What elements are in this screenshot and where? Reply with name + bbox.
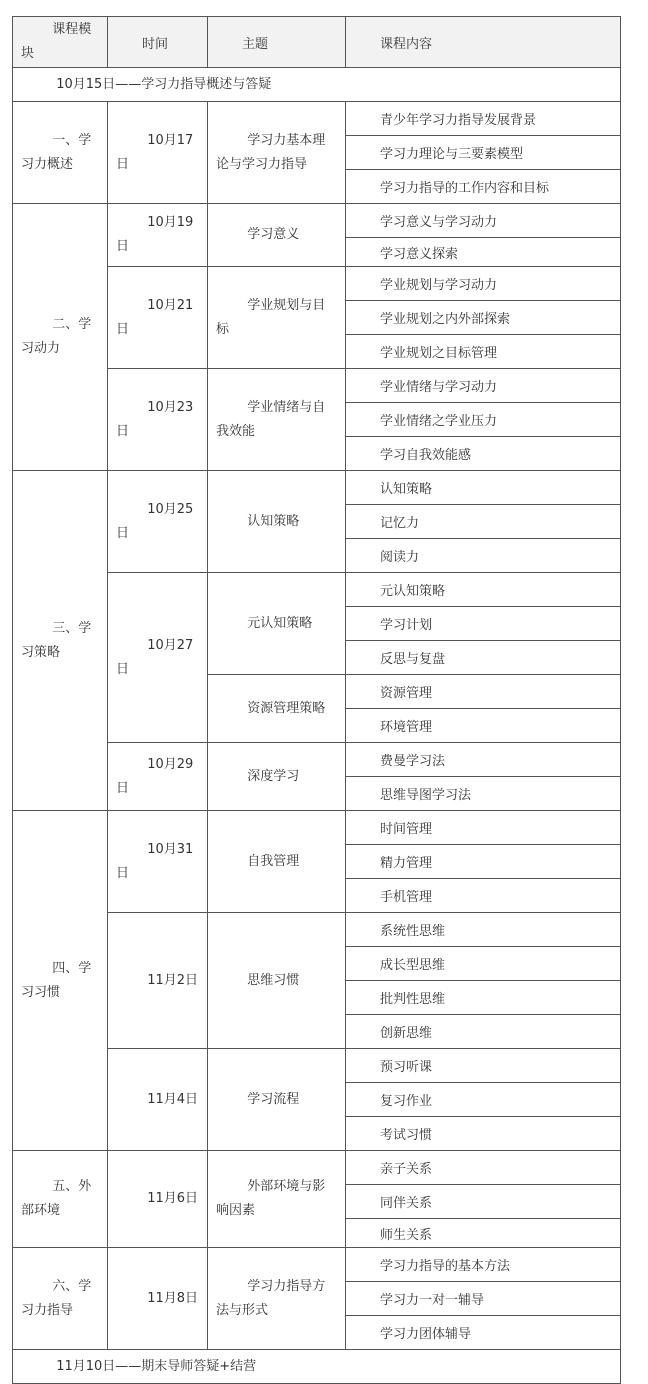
content-item: 师生关系	[346, 1219, 621, 1248]
topic-name: 认知策略	[247, 513, 300, 529]
content-item: 学习意义与学习动力	[346, 204, 621, 238]
content-item: 学习力一对一辅导	[346, 1282, 621, 1316]
content-item: 阅读力	[346, 539, 621, 573]
topic-cell	[208, 102, 346, 204]
module-cell	[13, 811, 108, 1151]
topic-name: 学习力指导方法与形式	[216, 1278, 326, 1318]
topic-cell	[208, 204, 346, 267]
date-cell	[108, 369, 208, 471]
session-date: 11月4日	[147, 1091, 199, 1107]
topic-cell	[208, 471, 346, 573]
content-item: 学业情绪之学业压力	[346, 403, 621, 437]
session-date: 10月21日	[116, 297, 194, 337]
topic-cell	[208, 267, 346, 369]
session-date: 10月17日	[116, 132, 194, 172]
topic-name: 学习力基本理论与学习力指导	[216, 132, 326, 172]
content-item: 思维导图学习法	[346, 777, 621, 811]
header-content: 课程内容	[346, 17, 621, 68]
module-cell	[13, 1151, 108, 1248]
table-row	[13, 1151, 621, 1185]
course-schedule-table	[12, 16, 621, 1384]
module-name: 六、学习力指导	[21, 1278, 92, 1318]
date-cell	[108, 811, 208, 913]
session-date: 11月8日	[147, 1290, 199, 1306]
outro-row	[13, 1350, 621, 1384]
date-cell	[108, 1049, 208, 1151]
content-item: 环境管理	[346, 709, 621, 743]
content-item: 复习作业	[346, 1083, 621, 1117]
content-item: 学业规划之目标管理	[346, 335, 621, 369]
schedule-body	[13, 68, 621, 1384]
session-date: 11月6日	[147, 1191, 199, 1206]
content-item: 学习计划	[346, 607, 621, 641]
session-date: 10月23日	[116, 399, 194, 439]
content-item: 记忆力	[346, 505, 621, 539]
topic-name: 学习流程	[247, 1091, 300, 1107]
date-cell	[108, 471, 208, 573]
content-item: 手机管理	[346, 879, 621, 913]
topic-cell	[208, 743, 346, 811]
content-item: 系统性思维	[346, 913, 621, 947]
table-row	[13, 1248, 621, 1282]
content-item: 批判性思维	[346, 981, 621, 1015]
content-item: 学业规划与学习动力	[346, 267, 621, 301]
date-cell	[108, 267, 208, 369]
topic-cell	[208, 913, 346, 1049]
topic-cell	[208, 675, 346, 743]
topic-name: 学业情绪与自我效能	[216, 399, 326, 439]
session-date: 10月19日	[116, 215, 194, 254]
content-item: 精力管理	[346, 845, 621, 879]
topic-cell	[208, 1248, 346, 1350]
topic-name: 元认知策略	[247, 615, 313, 631]
date-cell	[108, 1248, 208, 1350]
module-name: 三、学习策略	[21, 620, 92, 660]
session-date: 11月2日	[147, 972, 199, 988]
topic-name: 资源管理策略	[247, 700, 326, 716]
module-name: 一、学习力概述	[21, 132, 92, 172]
header-module: 课程模块	[13, 17, 108, 68]
content-item: 青少年学习力指导发展背景	[346, 102, 621, 136]
content-item: 反思与复盘	[346, 641, 621, 675]
content-item: 学习力理论与三要素模型	[346, 136, 621, 170]
header-row	[13, 17, 621, 68]
content-item: 预习听课	[346, 1049, 621, 1083]
topic-cell	[208, 811, 346, 913]
module-cell	[13, 471, 108, 811]
topic-name: 深度学习	[247, 768, 300, 784]
date-cell	[108, 1151, 208, 1248]
date-cell	[108, 102, 208, 204]
topic-name: 自我管理	[247, 853, 300, 869]
topic-cell	[208, 1151, 346, 1248]
content-item: 认知策略	[346, 471, 621, 505]
table-row	[13, 102, 621, 136]
content-item: 学习自我效能感	[346, 437, 621, 471]
session-date: 10月31日	[116, 841, 194, 881]
content-item: 学习力团体辅导	[346, 1316, 621, 1350]
content-item: 成长型思维	[346, 947, 621, 981]
topic-name: 思维习惯	[247, 972, 300, 988]
content-item: 亲子关系	[346, 1151, 621, 1185]
header-time: 时间	[108, 17, 208, 68]
table-row	[13, 204, 621, 238]
module-cell	[13, 204, 108, 471]
date-cell	[108, 573, 208, 743]
content-item: 费曼学习法	[346, 743, 621, 777]
topic-name: 学习意义	[247, 227, 300, 242]
content-item: 时间管理	[346, 811, 621, 845]
content-item: 元认知策略	[346, 573, 621, 607]
module-name: 二、学习动力	[21, 317, 92, 356]
content-item: 学业规划之内外部探索	[346, 301, 621, 335]
date-cell	[108, 743, 208, 811]
header-topic: 主题	[208, 17, 346, 68]
content-item: 学习意义探索	[346, 238, 621, 267]
module-name: 四、学习习惯	[21, 960, 92, 1000]
date-cell	[108, 204, 208, 267]
content-item: 学业情绪与学习动力	[346, 369, 621, 403]
session-date: 10月25日	[116, 501, 194, 541]
module-name: 五、外部环境	[21, 1179, 92, 1218]
content-item: 资源管理	[346, 675, 621, 709]
content-item: 创新思维	[346, 1015, 621, 1049]
content-item: 同伴关系	[346, 1185, 621, 1219]
topic-cell	[208, 573, 346, 675]
content-item: 学习力指导的工作内容和目标	[346, 170, 621, 204]
table-row	[13, 811, 621, 845]
module-cell	[13, 1248, 108, 1350]
intro-row	[13, 68, 621, 102]
topic-cell	[208, 369, 346, 471]
session-date: 10月27日	[116, 637, 194, 677]
table-row	[13, 471, 621, 505]
content-item: 考试习惯	[346, 1117, 621, 1151]
intro-cell: 10月15日——学习力指导概述与答疑	[13, 68, 621, 102]
date-cell	[108, 913, 208, 1049]
topic-name: 学业规划与目标	[216, 297, 326, 337]
session-date: 10月29日	[116, 756, 194, 796]
content-item: 学习力指导的基本方法	[346, 1248, 621, 1282]
module-cell	[13, 102, 108, 204]
topic-name: 外部环境与影响因素	[216, 1179, 326, 1218]
topic-cell	[208, 1049, 346, 1151]
outro-cell: 11月10日——期末导师答疑+结营	[13, 1350, 621, 1384]
